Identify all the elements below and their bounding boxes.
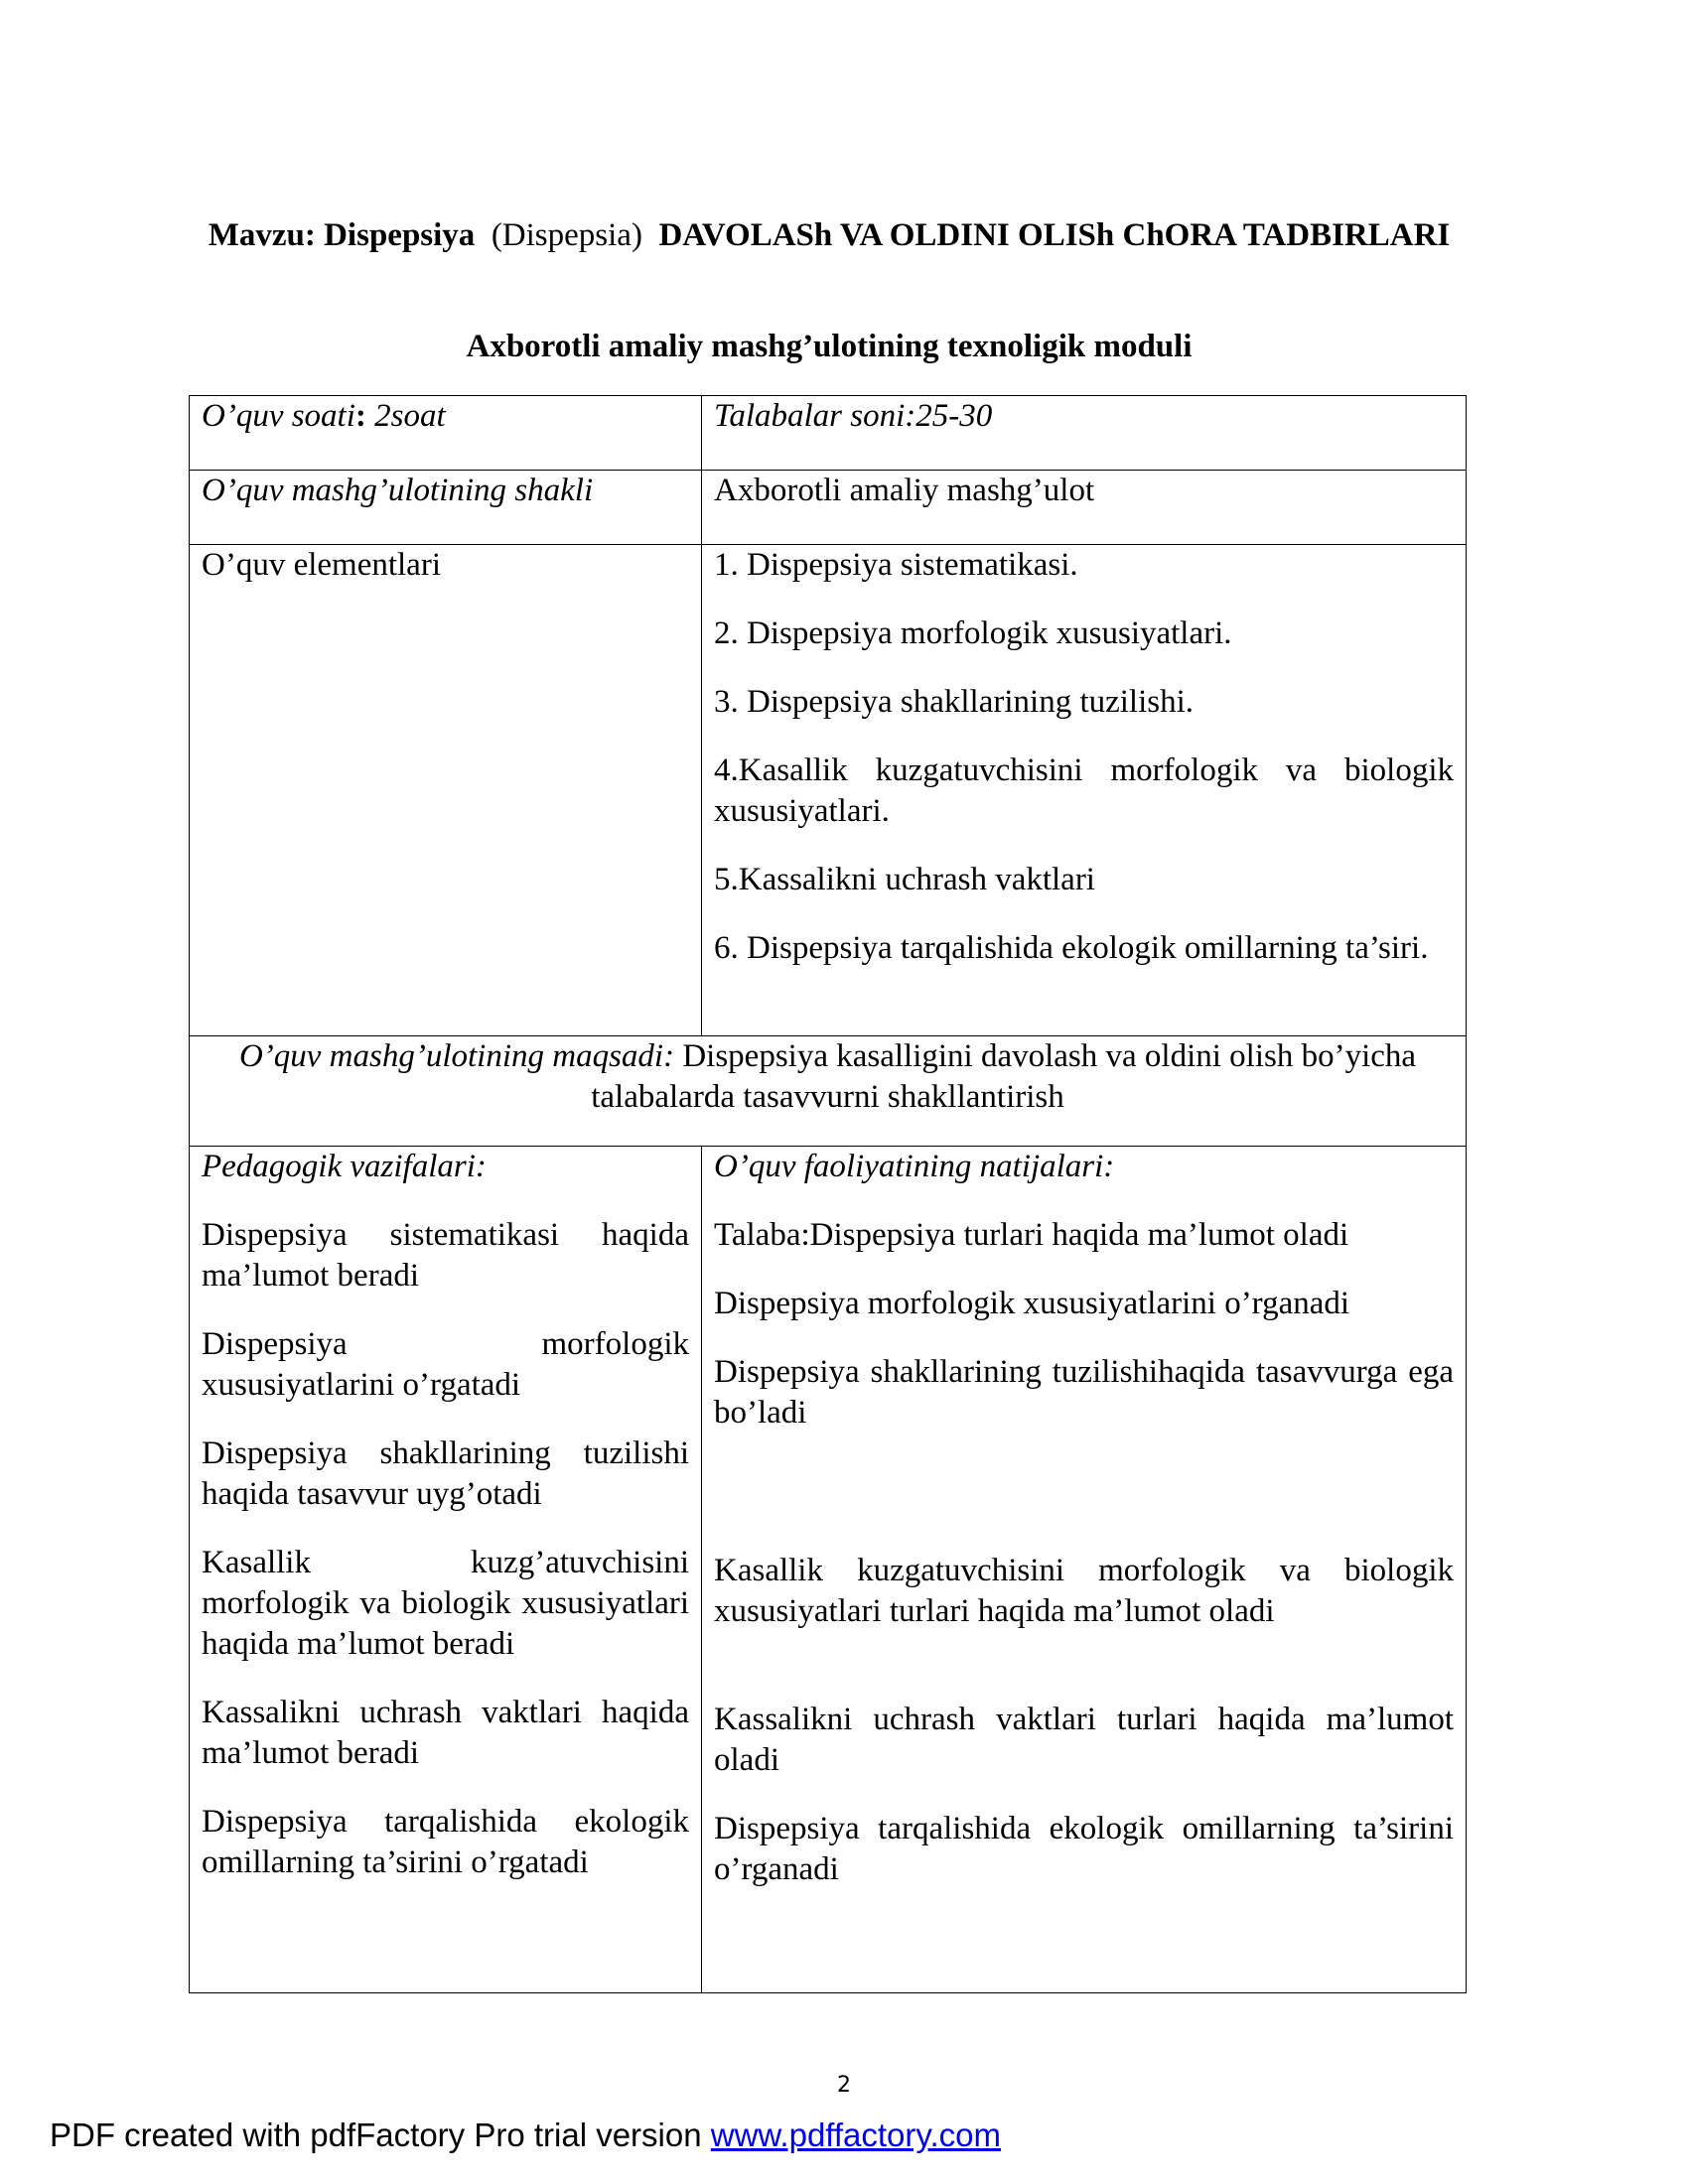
title-bold-tail: DAVOLASh VA OLDINI OLISh ChORA TADBIRLARI [658,217,1451,253]
result-item: Dispepsiya tarqalishida ekologik omillarning ta’sirini o’rganadi [714,1811,1454,1887]
tasks-cell [190,1147,702,1993]
result-item: Dispepsiya shakllarining tuzilishihaqida tasavvurga ega bo’ladi [714,1354,1454,1431]
hours-value: 2soat [365,398,446,434]
document-title [189,214,1470,256]
results-label: O’quv faoliyatining natijalari: [714,1149,1115,1184]
element-item: 3. Dispepsiya shakllarining tuzilishi. [714,684,1195,720]
hours-colon: : [354,398,366,434]
hours-cell [190,396,702,471]
form-value: Axborotli amaliy mashg’ulot [702,471,1467,545]
goal-cell [190,1036,1467,1147]
task-item: Dispepsiya morfologik xususiyatlarini o’rgatadi [202,1326,689,1403]
result-item: Talaba:Dispepsiya turlari haqida ma’lumot oladi [714,1217,1349,1253]
results-cell [702,1147,1467,1993]
students-cell: Talabalar soni:25-30 [702,396,1467,471]
table-row [190,471,1467,545]
title-bold-lead: Mavzu: Dispepsiya [208,217,476,253]
title-latin-name: (Dispepsia) [491,217,642,253]
table-row [190,1147,1467,1993]
element-item: 5.Kassalikni uchrash vaktlari [714,862,1095,897]
task-item: Dispepsiya shakllarining tuzilishi haqida tasavvur uyg’otadi [202,1435,689,1512]
element-item: 4.Kasallik kuzgatuvchisini morfologik va biologik xususiyatlari. [714,752,1454,829]
tasks-label: Pedagogik vazifalari: [202,1149,487,1184]
module-table [189,395,1467,1993]
footer-text: PDF created with pdfFactory Pro trial version [50,2116,711,2153]
element-item: 6. Dispepsiya tarqalishida ekologik omillarning ta’siri. [714,930,1429,966]
hours-label: O’quv soati [202,398,355,434]
element-item: 2. Dispepsiya morfologik xususiyatlari. [714,615,1232,651]
goal-text: Dispepsiya kasalligini davolash va oldini olish bo’yicha talabalarda tasavvurni shakllantirish [591,1038,1417,1115]
task-item: Dispepsiya sistematikasi haqida ma’lumot beradi [202,1217,689,1294]
task-item: Kassalikni uchrash vaktlari haqida ma’lumot beradi [202,1695,689,1771]
result-item: Kassalikni uchrash vaktlari turlari haqida ma’lumot oladi [714,1702,1454,1778]
result-item: Kasallik kuzgatuvchisini morfologik va biologik xususiyatlari turlari haqida ma’lumot oladi [714,1553,1454,1629]
elements-label: O’quv elementlari [190,545,702,1036]
footer-link[interactable]: www.pdffactory.com [710,2116,1001,2153]
table-row [190,545,1467,1036]
result-item: Dispepsiya morfologik xususiyatlarini o’rganadi [714,1286,1350,1321]
element-item: 1. Dispepsiya sistematikasi. [714,547,1078,583]
task-item: Kasallik kuzg’atuvchisini morfologik va biologik xususiyatlari haqida ma’lumot beradi [202,1545,689,1662]
page-number: 2 [837,2073,851,2098]
pdf-footer [50,2116,1001,2154]
table-row [190,396,1467,471]
form-label: O’quv mashg’ulotining shakli [190,471,702,545]
table-row [190,1036,1467,1147]
elements-cell [702,545,1467,1036]
task-item: Dispepsiya tarqalishida ekologik omillarning ta’sirini o’rgatadi [202,1804,689,1880]
goal-label: O’quv mashg’ulotining maqsadi: [238,1038,675,1074]
document-subtitle: Axborotli amaliy mashg’ulotining texnoligik moduli [466,329,1193,364]
